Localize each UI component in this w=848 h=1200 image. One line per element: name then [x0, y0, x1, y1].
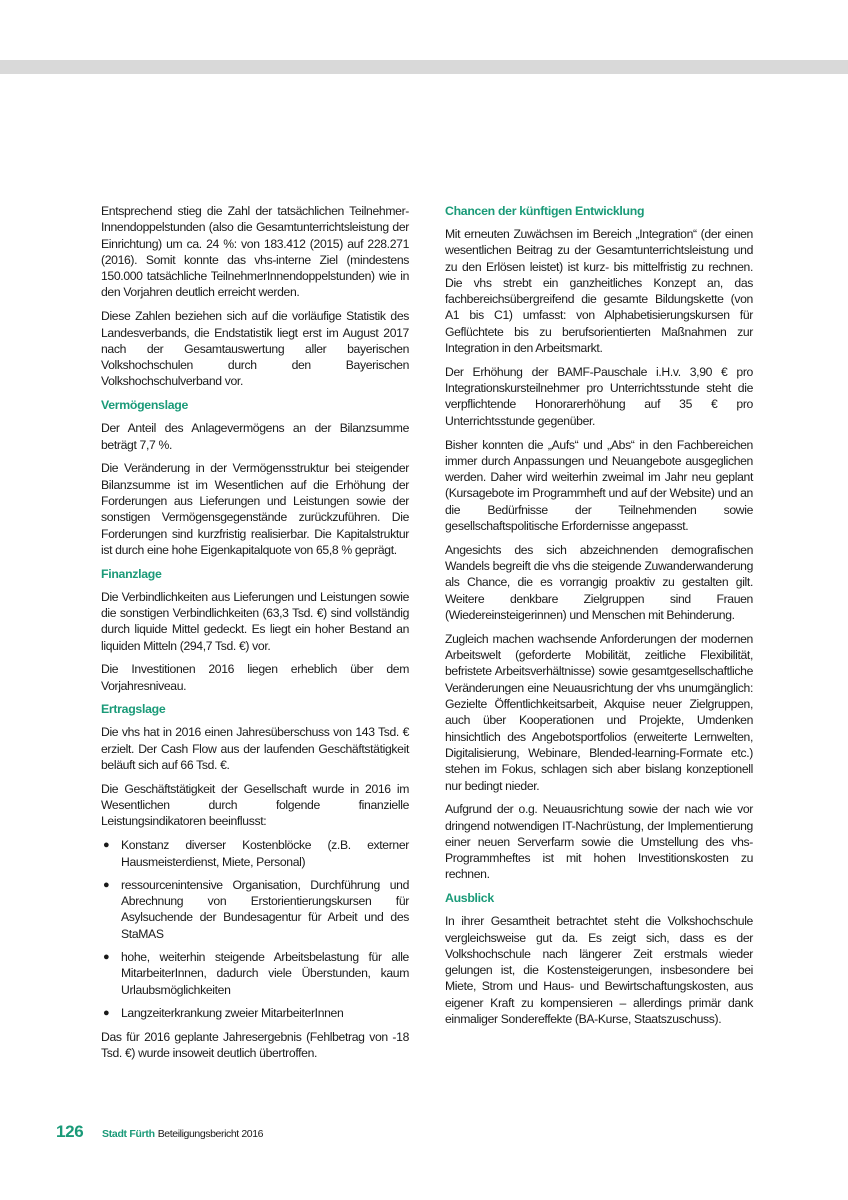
paragraph: Die vhs hat in 2016 einen Jahresüberschuss von 143 Tsd. € erzielt. Der Cash Flow aus der laufenden Geschäftstätigkeit beläuft sich auf 66 Tsd. €. [101, 725, 409, 773]
paragraph: Das für 2016 geplante Jahresergebnis (Fehlbetrag von -18 Tsd. €) wurde insoweit deutlich übertroffen. [101, 1029, 409, 1060]
paragraph: Der Anteil des Anlagevermögens an der Bilanzsumme beträgt 7,7 %. [101, 421, 409, 452]
list-item-text: hohe, weiterhin steigende Arbeitsbelastung für alle MitarbeiterInnen, dadurch viele Überstunden, kaum Urlaubsmöglichkeiten [121, 949, 409, 997]
bullet-icon: ● [103, 1006, 110, 1019]
footer-title: Beteiligungsbericht 2016 [157, 1128, 264, 1140]
section-heading-ertragslage: Ertragslage [101, 702, 166, 717]
indicator-list [101, 837, 409, 1021]
paragraph: Mit erneuten Zuwächsen im Bereich „Integration“ (der einen wesentlichen Beitrag zu der Gesamtunterrichtsleistung und zu den Erlösen leistet) ist kurz- bis mittelfristig zu rechnen. Die vhs strebt ein ganzheitliches Konzept an, das fachbereichsübergreifend die gesamte Bildungskette (von A1 bis C1) umfasst: von Alphabetisierungskursen für Geflüchtete bis zu berufsorientierten Maßnahmen zur Integration in den Arbeitsmarkt. [445, 227, 753, 356]
paragraph: Zugleich machen wachsende Anforderungen der modernen Arbeitswelt (geforderte Mobilität, zeitliche Flexibilität, befristete Arbeitsverhältnisse) sowie gesamtgesellschaftliche Veränderungen eine Neuausrichtung der vhs unumgänglich: Gezielte Öffentlichkeitsarbeit, Akquise neuer Zielgruppen, auch über Kooperationen und Projekte, Umdenken hinsichtlich des Angebotsportfolios (erweiterte Lernwelten, Digitalisierung, Webinare, Blended-learning-Formate etc.) stehen im Fokus, schlagen sich aber bislang konzeptionell nur bedingt nieder. [445, 631, 753, 793]
paragraph: Die Investitionen 2016 liegen erheblich über dem Vorjahresniveau. [101, 662, 409, 693]
list-item [101, 1005, 409, 1021]
paragraph: Aufgrund der o.g. Neuausrichtung sowie der nach wie vor dringend notwendigen IT-Nachrüstung, der Implementierung einer neuen Serverfarm sowie die Umstellung des vhs-Programmheftes ist mit hohen Investitionskosten zu rechnen. [445, 802, 753, 882]
list-item [101, 949, 409, 998]
paragraph: In ihrer Gesamtheit betrachtet steht die Volkshochschule vergleichsweise gut da. Es zeigt sich, dass es der Volkshochschule nach längerer Zeit erstmals wieder gelungen ist, die Kostensteigerungen, insbesondere bei Miete, Strom und Haus- und Bewirtschaftungskosten, aus eigener Kraft zu kompensieren – allerdings primär dank einmaliger Sondereffekte (BA-Kurse, Staatszuschuss). [445, 914, 753, 1027]
list-item-text: Langzeiterkrankung zweier MitarbeiterInnen [121, 1005, 344, 1020]
page-number: 126 [56, 1122, 84, 1141]
section-heading-ausblick: Ausblick [445, 891, 494, 906]
right-column [445, 203, 753, 1035]
section-heading-vermoegenslage: Vermögenslage [101, 398, 188, 413]
left-column [101, 203, 409, 1069]
section-heading-finanzlage: Finanzlage [101, 566, 162, 581]
paragraph: Entsprechend stieg die Zahl der tatsächlichen Teilnehmer-Innendoppelstunden (also die Gesamtunterrichtsleistung der Einrichtung) um ca. 24 %: von 183.412 (2015) auf 228.271 (2016). Somit konnte das vhs-interne Ziel (mindestens 150.000 tatsächliche TeilnehmerInnendoppelstunden) wie in den Vorjahren deutlich erreicht werden. [101, 204, 409, 300]
section-heading-chancen: Chancen der künftigen Entwicklung [445, 204, 645, 218]
page-footer [56, 1122, 263, 1142]
paragraph: Bisher konnten die „Aufs“ und „Abs“ in den Fachbereichen immer durch Anpassungen und Neuangebote ausgeglichen werden. Daher wird weiterhin zweimal im Jahr neu geplant (Kursagebote im Programmheft und auf der Website) und an die Bedürfnisse der Teilnehmenden sowie gesellschaftspolitische Erfordernisse angepasst. [445, 437, 753, 534]
list-item-text: ressourcenintensive Organisation, Durchführung und Abrechnung von Erstorientierungskursen für Asylsuchende der Bundesagentur für Arbeit und des StaMAS [121, 877, 409, 941]
footer-brand: Stadt Fürth [102, 1128, 155, 1140]
list-item [101, 837, 409, 870]
header-band [0, 60, 848, 74]
paragraph: Diese Zahlen beziehen sich auf die vorläufige Statistik des Landesverbands, die Endstatistik liegt erst im August 2017 nach der Gesamtauswertung aller bayerischen Volkshochschulen durch den Bayerischen Volkshochschulverband vor. [101, 309, 409, 389]
paragraph: Angesichts des sich abzeichnenden demografischen Wandels begreift die vhs die steigende Zuwanderwanderung als Chance, die es vorrangig proaktiv zu gestalten gilt. Weitere denkbare Zielgruppen sind Frauen (Wiedereinsteigerinnen) und Menschen mit Behinderung. [445, 542, 753, 623]
paragraph: Die Verbindlichkeiten aus Lieferungen und Leistungen sowie die sonstigen Verbindlichkeiten (63,3 Tsd. €) sind vollständig durch liquide Mittel gedeckt. Es liegt ein hoher Bestand an liquiden Mitteln (294,7 Tsd. €) vor. [101, 589, 409, 653]
paragraph: Die Veränderung in der Vermögensstruktur bei steigender Bilanzsumme ist im Wesentlichen auf die Erhöhung der Forderungen aus Lieferungen und Leistungen sowie der sonstigen Vermögensgegenstände zurückzuführen. Die Forderungen sind kurzfristig realisierbar. Die Kapitalstruktur ist durch eine hohe Eigenkapitalquote von 65,8 % geprägt. [101, 461, 409, 557]
bullet-icon: ● [103, 839, 110, 852]
list-item [101, 877, 409, 942]
bullet-icon: ● [103, 950, 110, 963]
bullet-icon: ● [103, 878, 110, 891]
paragraph: Die Geschäftstätigkeit der Gesellschaft wurde in 2016 im Wesentlichen durch folgende finanzielle Leistungsindikatoren beeinflusst: [101, 781, 409, 829]
paragraph: Der Erhöhung der BAMF-Pauschale i.H.v. 3,90 € pro Integrationskursteilnehmer pro Unterrichtsstunde steht die verpflichtende Honorarerhöhung auf 35 € pro Unterrichtsstunde gegenüber. [445, 364, 753, 428]
list-item-text: Konstanz diverser Kostenblöcke (z.B. externer Hausmeisterdienst, Miete, Personal) [121, 838, 409, 869]
